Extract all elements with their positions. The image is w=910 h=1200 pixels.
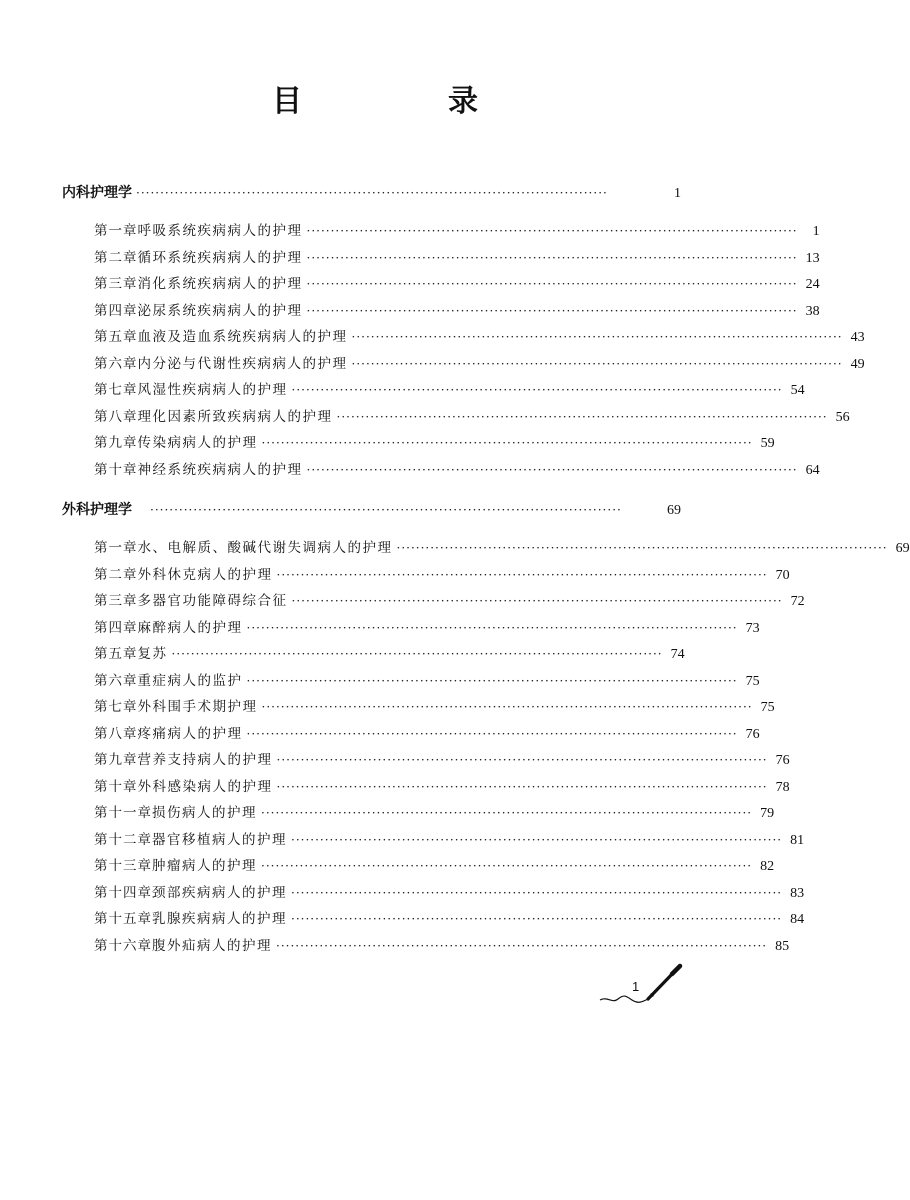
leader-dots: ······································································································: [246, 673, 738, 688]
toc-entry[interactable]: [94, 351, 865, 377]
part-label: 外科护理学: [62, 502, 132, 518]
leader-dots: ······································································································: [291, 383, 783, 397]
leader-dots: ······································································································: [396, 541, 888, 555]
page-ref: 13: [805, 250, 820, 266]
chapter-title: 血液及造血系统疾病病人的护理: [137, 329, 348, 345]
chapter-title: 消化系统疾病病人的护理: [137, 276, 303, 292]
page-ref: 24: [805, 277, 820, 292]
chapter-number: 第一章: [94, 223, 138, 239]
page-ref: 64: [805, 462, 820, 478]
chapter-title: 损伤病人的护理: [152, 805, 257, 821]
page-ref: 38: [805, 303, 820, 319]
chapter-title: 乳腺疾病病人的护理: [152, 911, 287, 927]
page-ref: 54: [790, 383, 805, 398]
chapter-number: 第四章: [94, 302, 138, 319]
leader-dots: ······································································································: [276, 938, 768, 953]
chapter-title: 营养支持病人的护理: [137, 752, 273, 768]
chapter-title: 多器官功能障碍综合征: [137, 593, 288, 609]
chapter-number: 第一章: [94, 540, 138, 556]
page-ref: 59: [760, 436, 775, 451]
leader-dots: ······································································································: [246, 726, 738, 741]
page-ref: 69: [667, 503, 681, 518]
chapter-number: 第八章: [94, 408, 138, 425]
page-ref: 1: [812, 224, 820, 239]
chapter-title: 重症病人的监护: [137, 672, 243, 689]
page-ref: 49: [850, 356, 865, 372]
leader-dots: ······································································································: [276, 779, 768, 794]
leader-dots: ······································································································: [171, 647, 663, 661]
leader-dots: ······································································································: [306, 303, 798, 318]
chapter-number: 第九章: [94, 435, 138, 451]
toc-entry[interactable]: [94, 668, 760, 694]
leader-dots: ······································································································: [291, 912, 783, 926]
page-title: 目 录: [272, 84, 536, 119]
chapter-number: 第九章: [94, 752, 138, 768]
toc-entry[interactable]: [94, 245, 820, 271]
toc-entry[interactable]: [94, 562, 790, 588]
chapter-number: 第六章: [94, 672, 138, 689]
toc-entry[interactable]: [94, 298, 820, 324]
chapter-title: 呼吸系统疾病病人的护理: [137, 223, 303, 239]
part-label: 内科护理学: [62, 185, 132, 201]
page-ref: 84: [790, 912, 805, 927]
toc-part-internal-medicine[interactable]: [62, 180, 681, 206]
toc-entry[interactable]: [94, 933, 790, 959]
leader-dots: ······································································································: [351, 356, 843, 371]
chapter-number: 第三章: [94, 276, 138, 292]
chapter-title: 理化因素所致疾病病人的护理: [137, 408, 333, 425]
leader-dots: ······································································································: [306, 250, 798, 265]
toc-entry[interactable]: [94, 827, 805, 853]
chapter-number: 第七章: [94, 699, 138, 715]
leader-dots: ······································································································: [306, 462, 798, 477]
page-ref: 79: [760, 806, 775, 821]
toc-entry[interactable]: [94, 880, 805, 906]
chapter-number: 第十三章: [94, 858, 152, 874]
leader-dots: ······································································································: [261, 806, 753, 820]
toc-entry[interactable]: [94, 853, 775, 879]
page-ref: 70: [775, 567, 790, 583]
chapter-number: 第五章: [94, 646, 138, 662]
page-ref: 72: [790, 594, 805, 609]
chapter-number: 第八章: [94, 725, 138, 742]
leader-dots: ······································································································: [261, 859, 753, 873]
page-ref: 82: [760, 859, 775, 874]
chapter-number: 第六章: [94, 355, 138, 372]
chapter-number: 第十章: [94, 461, 138, 478]
leader-dots: ··································································································: [136, 186, 608, 200]
toc-entry[interactable]: [94, 271, 820, 297]
chapter-title: 复苏: [137, 646, 168, 662]
chapter-title: 神经系统疾病病人的护理: [137, 461, 303, 478]
toc-entry[interactable]: [94, 324, 865, 350]
chapter-title: 风湿性疾病病人的护理: [137, 382, 288, 398]
chapter-number: 第二章: [94, 249, 138, 266]
page-ref: 74: [670, 647, 685, 662]
page-ref: 73: [745, 620, 760, 636]
chapter-number: 第十一章: [94, 805, 152, 821]
page-ref: 76: [775, 753, 790, 768]
chapter-title: 内分泌与代谢性疾病病人的护理: [137, 355, 348, 372]
leader-dots: ······································································································: [261, 436, 753, 450]
leader-dots: ······································································································: [291, 885, 783, 900]
toc-entry[interactable]: [94, 774, 790, 800]
page-ref: 78: [775, 779, 790, 795]
page-ref: 75: [745, 673, 760, 689]
leader-dots: ······································································································: [336, 409, 828, 424]
chapter-title: 疼痛病人的护理: [137, 725, 243, 742]
toc-entry[interactable]: [94, 747, 790, 773]
chapter-title: 麻醉病人的护理: [137, 619, 243, 636]
chapter-number: 第十五章: [94, 911, 152, 927]
page-ref: 76: [745, 726, 760, 742]
leader-dots: ······································································································: [246, 620, 738, 635]
toc-part-surgery[interactable]: [62, 497, 681, 523]
toc-entry[interactable]: [94, 694, 775, 720]
toc-entry[interactable]: [94, 721, 760, 747]
leader-dots: ······································································································: [276, 567, 768, 582]
chapter-title: 循环系统疾病病人的护理: [137, 249, 303, 266]
toc-entry[interactable]: [94, 588, 805, 614]
chapter-title: 肿瘤病人的护理: [152, 858, 257, 874]
chapter-number: 第三章: [94, 593, 138, 609]
chapter-number: 第五章: [94, 329, 138, 345]
chapter-title: 外科围手术期护理: [137, 699, 258, 715]
chapter-number: 第十二章: [94, 831, 152, 848]
chapter-title: 器官移植病人的护理: [152, 831, 287, 848]
leader-dots: ······································································································: [291, 594, 783, 608]
toc-entry[interactable]: [94, 615, 760, 641]
leader-dots: ······································································································: [291, 832, 783, 847]
page-ref: 43: [850, 330, 865, 345]
chapter-title: 外科休克病人的护理: [137, 566, 273, 583]
pen-scribble-icon: [598, 966, 688, 1008]
chapter-title: 外科感染病人的护理: [137, 778, 273, 795]
page-ref: 1: [674, 186, 681, 201]
toc-entry[interactable]: [94, 377, 805, 403]
toc-entry[interactable]: [94, 430, 775, 456]
toc-entry[interactable]: [94, 906, 805, 932]
page-ref: 83: [790, 885, 805, 901]
toc-entry[interactable]: [94, 800, 775, 826]
page-ref: 75: [760, 700, 775, 715]
leader-dots: ······································································································: [276, 753, 768, 767]
chapter-number: 第十四章: [94, 884, 152, 901]
chapter-number: 第七章: [94, 382, 138, 398]
toc-entry[interactable]: [94, 404, 850, 430]
chapter-title: 颈部疾病病人的护理: [152, 884, 287, 901]
chapter-number: 第四章: [94, 619, 138, 636]
chapter-number: 第十章: [94, 778, 138, 795]
toc-entry[interactable]: [94, 457, 820, 483]
chapter-title: 传染病病人的护理: [137, 435, 258, 451]
page-ref: 85: [775, 938, 790, 954]
page-number: 1: [632, 979, 640, 994]
leader-dots: ··································································································: [150, 503, 622, 517]
leader-dots: ······································································································: [306, 277, 798, 291]
toc-entry[interactable]: [94, 535, 910, 561]
page-ref: 81: [790, 832, 805, 848]
chapter-number: 第二章: [94, 566, 138, 583]
leader-dots: ······································································································: [351, 330, 843, 344]
chapter-title: 水、电解质、酸碱代谢失调病人的护理: [137, 540, 393, 556]
chapter-title: 腹外疝病人的护理: [152, 937, 272, 954]
leader-dots: ······································································································: [261, 700, 753, 714]
toc-entry[interactable]: [94, 218, 820, 244]
chapter-title: 泌尿系统疾病病人的护理: [137, 302, 303, 319]
chapter-number: 第十六章: [94, 937, 152, 954]
page-ref: 56: [835, 409, 850, 425]
toc-entry[interactable]: [94, 641, 685, 667]
leader-dots: ······································································································: [306, 224, 798, 238]
page-ref: 69: [895, 541, 910, 556]
